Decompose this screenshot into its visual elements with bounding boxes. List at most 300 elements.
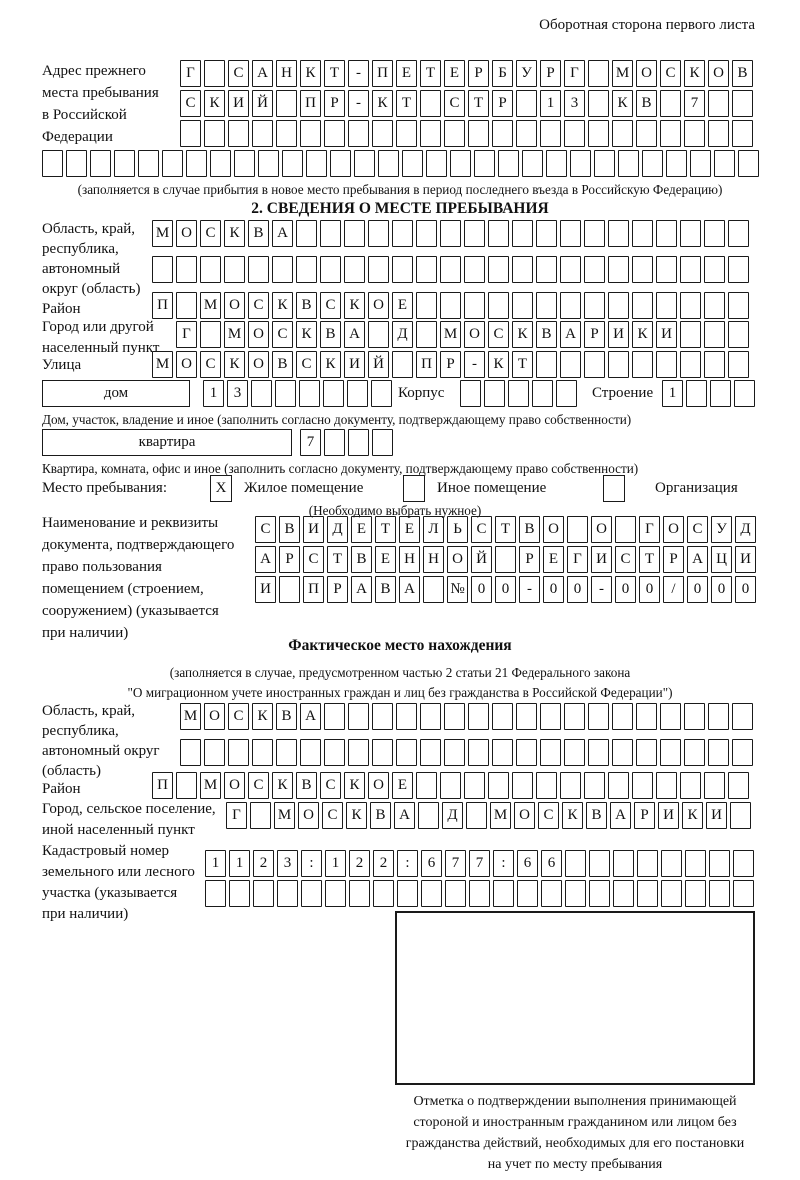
char-cell: В [272, 351, 293, 378]
char-cell: С [248, 772, 269, 799]
char-cell [368, 321, 389, 348]
char-cell [229, 880, 250, 907]
mesto-label: Место пребывания: [42, 480, 167, 496]
dom-cells [203, 380, 392, 407]
s2-oblast-label-line4: округ (область) [42, 281, 141, 297]
char-cell [372, 739, 393, 766]
char-cell [536, 220, 557, 247]
kvartira-caption: Квартира, комната, офис и иное (заполнить согласно документу, подтверждающему право собственности) [42, 461, 639, 476]
fact-oblast-label-line2: республика, [42, 723, 119, 739]
prev-address-note: (заполняется в случае прибытия в новое место пребывания в период последнего въезда в Российскую Федерацию) [77, 182, 723, 197]
char-cell [275, 380, 296, 407]
char-cell [250, 802, 271, 829]
char-cell: В [536, 321, 557, 348]
fact-gorod-row [226, 802, 751, 829]
char-cell: Д [327, 516, 348, 543]
fact-raion-label: Район [42, 781, 81, 797]
char-cell: В [370, 802, 391, 829]
char-cell [420, 90, 441, 117]
char-cell [656, 351, 677, 378]
char-cell: Е [375, 546, 396, 573]
char-cell [684, 120, 705, 147]
char-cell [320, 256, 341, 283]
char-cell: С [538, 802, 559, 829]
char-cell: К [224, 351, 245, 378]
char-cell [468, 739, 489, 766]
char-cell [440, 256, 461, 283]
char-cell [276, 90, 297, 117]
char-cell [440, 772, 461, 799]
char-cell [560, 772, 581, 799]
char-cell [588, 90, 609, 117]
s2-gorod-label-line2: населенный пункт [42, 340, 160, 356]
char-cell: Р [540, 60, 561, 87]
char-cell [373, 880, 394, 907]
korpus-cells [460, 380, 577, 407]
char-cell: О [204, 703, 225, 730]
char-cell [418, 802, 439, 829]
char-cell [636, 739, 657, 766]
fact-note-line2: "О миграционном учете иностранных граждан и лиц без гражданства в Российской Федерации") [127, 685, 673, 700]
char-cell: Б [492, 60, 513, 87]
char-cell [445, 880, 466, 907]
char-cell [660, 90, 681, 117]
char-cell [396, 120, 417, 147]
char-cell [733, 880, 754, 907]
char-cell [276, 739, 297, 766]
char-cell: В [636, 90, 657, 117]
char-cell [200, 256, 221, 283]
char-cell [474, 150, 495, 177]
s2-raion-row [152, 292, 749, 319]
char-cell [564, 120, 585, 147]
char-cell: С [471, 516, 492, 543]
char-cell [300, 120, 321, 147]
char-cell: В [732, 60, 753, 87]
char-cell [560, 220, 581, 247]
prev-address-label-line1: Адрес прежнего [42, 63, 146, 79]
char-cell: С [180, 90, 201, 117]
char-cell [248, 256, 269, 283]
page-header-note: Оборотная сторона первого листа [539, 17, 755, 33]
char-cell: С [200, 220, 221, 247]
char-cell [588, 60, 609, 87]
char-cell: : [493, 850, 514, 877]
char-cell: К [562, 802, 583, 829]
char-cell [704, 321, 725, 348]
stamp-caption-line2: стороной и иностранным гражданином или лицом без [413, 1115, 737, 1130]
char-cell: Т [512, 351, 533, 378]
char-cell: К [612, 90, 633, 117]
char-cell: А [560, 321, 581, 348]
char-cell [608, 351, 629, 378]
fact-oblast-label-line4: (область) [42, 763, 101, 779]
char-cell [152, 256, 173, 283]
char-cell: 3 [227, 380, 248, 407]
char-cell: К [632, 321, 653, 348]
char-cell: Т [327, 546, 348, 573]
checkbox-zhiloe: X [210, 475, 232, 502]
char-cell: П [372, 60, 393, 87]
char-cell: - [519, 576, 540, 603]
char-cell [348, 429, 369, 456]
char-cell: С [660, 60, 681, 87]
char-cell [423, 576, 444, 603]
char-cell [324, 120, 345, 147]
char-cell [492, 120, 513, 147]
char-cell [469, 880, 490, 907]
char-cell: С [303, 546, 324, 573]
char-cell: О [636, 60, 657, 87]
char-cell: / [663, 576, 684, 603]
char-cell [532, 380, 553, 407]
char-cell [90, 150, 111, 177]
char-cell [330, 150, 351, 177]
char-cell: О [176, 351, 197, 378]
char-cell: М [180, 703, 201, 730]
char-cell [656, 772, 677, 799]
s2-ulitsa-label: Улица [42, 357, 82, 373]
char-cell: О [368, 772, 389, 799]
char-cell: 6 [541, 850, 562, 877]
char-cell [612, 739, 633, 766]
char-cell: - [348, 60, 369, 87]
char-cell [416, 772, 437, 799]
char-cell [522, 150, 543, 177]
char-cell [584, 772, 605, 799]
char-cell: П [416, 351, 437, 378]
char-cell [176, 292, 197, 319]
char-cell [728, 321, 749, 348]
char-cell [734, 380, 755, 407]
char-cell: К [344, 772, 365, 799]
char-cell [636, 120, 657, 147]
doc-label-line5: сооружением) (указывается [42, 603, 219, 619]
char-cell: 2 [253, 850, 274, 877]
fact-kadastr-label-line3: участка (указывается [42, 885, 178, 901]
char-cell: К [296, 321, 317, 348]
char-cell: М [440, 321, 461, 348]
char-cell: К [224, 220, 245, 247]
char-cell: Т [396, 90, 417, 117]
char-cell: О [708, 60, 729, 87]
char-cell [416, 292, 437, 319]
char-cell [560, 292, 581, 319]
char-cell [325, 880, 346, 907]
char-cell [324, 739, 345, 766]
char-cell [258, 150, 279, 177]
fact-note-line1: (заполняется в случае, предусмотренном частью 2 статьи 21 Федерального закона [169, 665, 631, 680]
char-cell [397, 880, 418, 907]
char-cell: 6 [517, 850, 538, 877]
char-cell [464, 292, 485, 319]
char-cell [613, 850, 634, 877]
char-cell: 1 [229, 850, 250, 877]
char-cell: Л [423, 516, 444, 543]
char-cell [348, 739, 369, 766]
char-cell [704, 292, 725, 319]
char-cell: М [490, 802, 511, 829]
char-cell [704, 256, 725, 283]
char-cell: О [224, 292, 245, 319]
char-cell [516, 120, 537, 147]
char-cell [210, 150, 231, 177]
char-cell [685, 850, 706, 877]
char-cell [584, 220, 605, 247]
char-cell [228, 739, 249, 766]
doc-label-line6: при наличии) [42, 625, 129, 641]
char-cell: 0 [735, 576, 756, 603]
char-cell [632, 256, 653, 283]
char-cell [468, 703, 489, 730]
char-cell [560, 256, 581, 283]
char-cell: 0 [567, 576, 588, 603]
char-cell [205, 880, 226, 907]
char-cell: 0 [639, 576, 660, 603]
char-cell: С [687, 516, 708, 543]
char-cell: 3 [277, 850, 298, 877]
char-cell: 0 [615, 576, 636, 603]
char-cell [536, 292, 557, 319]
char-cell [114, 150, 135, 177]
char-cell [440, 292, 461, 319]
char-cell [714, 150, 735, 177]
stamp-box [395, 911, 755, 1085]
doc-label-line4: помещением (строением, [42, 581, 204, 597]
char-cell: В [279, 516, 300, 543]
char-cell: 0 [543, 576, 564, 603]
char-cell [204, 739, 225, 766]
char-cell: И [656, 321, 677, 348]
char-cell: - [464, 351, 485, 378]
char-cell: Е [396, 60, 417, 87]
char-cell [541, 880, 562, 907]
char-cell: О [543, 516, 564, 543]
doc-label-line2: документа, подтверждающего [42, 537, 235, 553]
char-cell: К [272, 772, 293, 799]
char-cell: О [248, 351, 269, 378]
char-cell [484, 380, 505, 407]
char-cell: Е [543, 546, 564, 573]
char-cell [540, 703, 561, 730]
char-cell [589, 880, 610, 907]
char-cell [344, 220, 365, 247]
char-cell [488, 220, 509, 247]
char-cell [426, 150, 447, 177]
fact-kadastr-label-line1: Кадастровый номер [42, 843, 169, 859]
char-cell: Т [495, 516, 516, 543]
char-cell [728, 292, 749, 319]
char-cell: К [272, 292, 293, 319]
char-cell [556, 380, 577, 407]
char-cell: К [344, 292, 365, 319]
char-cell: С [320, 772, 341, 799]
char-cell [708, 120, 729, 147]
char-cell: Й [471, 546, 492, 573]
stamp-caption-line4: на учет по месту пребывания [487, 1157, 663, 1172]
char-cell: М [200, 292, 221, 319]
char-cell [536, 351, 557, 378]
doc-row-2 [255, 546, 756, 573]
s2-oblast-row-2 [152, 256, 749, 283]
char-cell: Й [368, 351, 389, 378]
fact-kadastr-row-2 [205, 880, 754, 907]
s2-oblast-row-1 [152, 220, 749, 247]
char-cell [488, 772, 509, 799]
stamp-caption-line3: гражданства действий, необходимых для его постановки [405, 1136, 745, 1151]
char-cell [661, 880, 682, 907]
kvartira-cells [300, 429, 393, 456]
char-cell: Ь [447, 516, 468, 543]
char-cell [349, 880, 370, 907]
char-cell [728, 772, 749, 799]
char-cell [512, 292, 533, 319]
char-cell [301, 880, 322, 907]
char-cell [608, 292, 629, 319]
char-cell: К [346, 802, 367, 829]
char-cell [464, 772, 485, 799]
char-cell [516, 90, 537, 117]
char-cell [444, 120, 465, 147]
stamp-caption [385, 1091, 765, 1175]
char-cell: И [591, 546, 612, 573]
char-cell [546, 150, 567, 177]
char-cell: С [248, 292, 269, 319]
char-cell: Р [440, 351, 461, 378]
prev-address-row-1 [180, 60, 753, 87]
char-cell [416, 256, 437, 283]
char-cell [324, 703, 345, 730]
char-cell: П [152, 292, 173, 319]
fact-title: Фактическое место нахождения [288, 637, 512, 654]
fact-gorod-label-line2: иной населенный пункт [42, 822, 195, 838]
char-cell: 2 [373, 850, 394, 877]
char-cell: К [488, 351, 509, 378]
char-cell: Т [420, 60, 441, 87]
char-cell [632, 292, 653, 319]
char-cell: 0 [687, 576, 708, 603]
char-cell: М [274, 802, 295, 829]
char-cell: Ц [711, 546, 732, 573]
char-cell [536, 772, 557, 799]
char-cell: К [682, 802, 703, 829]
char-cell: 3 [564, 90, 585, 117]
char-cell: 7 [445, 850, 466, 877]
s2-gorod-label-line1: Город или другой [42, 319, 154, 335]
char-cell [296, 256, 317, 283]
char-cell: К [684, 60, 705, 87]
char-cell [252, 739, 273, 766]
char-cell: М [612, 60, 633, 87]
char-cell [320, 220, 341, 247]
char-cell: О [447, 546, 468, 573]
char-cell [368, 256, 389, 283]
kvartira-box: квартира [42, 429, 292, 456]
char-cell: Д [442, 802, 463, 829]
char-cell [564, 739, 585, 766]
char-cell [564, 703, 585, 730]
char-cell: 7 [469, 850, 490, 877]
dom-caption: Дом, участок, владение и иное (заполнить согласно документу, подтверждающему право собственности) [42, 412, 632, 427]
char-cell [708, 703, 729, 730]
char-cell [512, 220, 533, 247]
char-cell: Р [663, 546, 684, 573]
char-cell [348, 120, 369, 147]
char-cell [416, 321, 437, 348]
char-cell [200, 321, 221, 348]
char-cell [498, 150, 519, 177]
char-cell: Т [468, 90, 489, 117]
char-cell [704, 220, 725, 247]
char-cell [660, 739, 681, 766]
char-cell [228, 120, 249, 147]
prev-address-row-2 [180, 90, 753, 117]
char-cell [685, 880, 706, 907]
char-cell: О [514, 802, 535, 829]
char-cell: С [228, 703, 249, 730]
char-cell [690, 150, 711, 177]
checkbox-inoe [403, 475, 425, 502]
char-cell [704, 772, 725, 799]
char-cell [615, 516, 636, 543]
char-cell [680, 321, 701, 348]
char-cell: С [296, 351, 317, 378]
char-cell [588, 703, 609, 730]
char-cell [300, 739, 321, 766]
char-cell: А [272, 220, 293, 247]
char-cell [738, 150, 759, 177]
char-cell: 2 [349, 850, 370, 877]
char-cell [728, 220, 749, 247]
char-cell [560, 351, 581, 378]
char-cell [162, 150, 183, 177]
char-cell [708, 739, 729, 766]
char-cell: О [224, 772, 245, 799]
char-cell: Т [375, 516, 396, 543]
char-cell: И [608, 321, 629, 348]
char-cell [661, 850, 682, 877]
char-cell [277, 880, 298, 907]
char-cell: А [610, 802, 631, 829]
char-cell: С [322, 802, 343, 829]
char-cell [420, 703, 441, 730]
char-cell [416, 220, 437, 247]
char-cell [176, 772, 197, 799]
char-cell: Р [279, 546, 300, 573]
char-cell: О [368, 292, 389, 319]
mesto-note: (Необходимо выбрать нужное) [308, 503, 482, 518]
char-cell: И [706, 802, 727, 829]
char-cell: М [200, 772, 221, 799]
prev-address-label-line4: Федерации [42, 129, 113, 145]
char-cell: Р [327, 576, 348, 603]
char-cell: С [228, 60, 249, 87]
char-cell: К [372, 90, 393, 117]
char-cell [138, 150, 159, 177]
char-cell [466, 802, 487, 829]
char-cell: В [586, 802, 607, 829]
char-cell [253, 880, 274, 907]
char-cell [444, 739, 465, 766]
char-cell: Г [180, 60, 201, 87]
char-cell [728, 351, 749, 378]
char-cell: В [296, 292, 317, 319]
char-cell: М [224, 321, 245, 348]
char-cell [608, 772, 629, 799]
doc-row-3 [255, 576, 756, 603]
char-cell: Р [584, 321, 605, 348]
char-cell: И [344, 351, 365, 378]
